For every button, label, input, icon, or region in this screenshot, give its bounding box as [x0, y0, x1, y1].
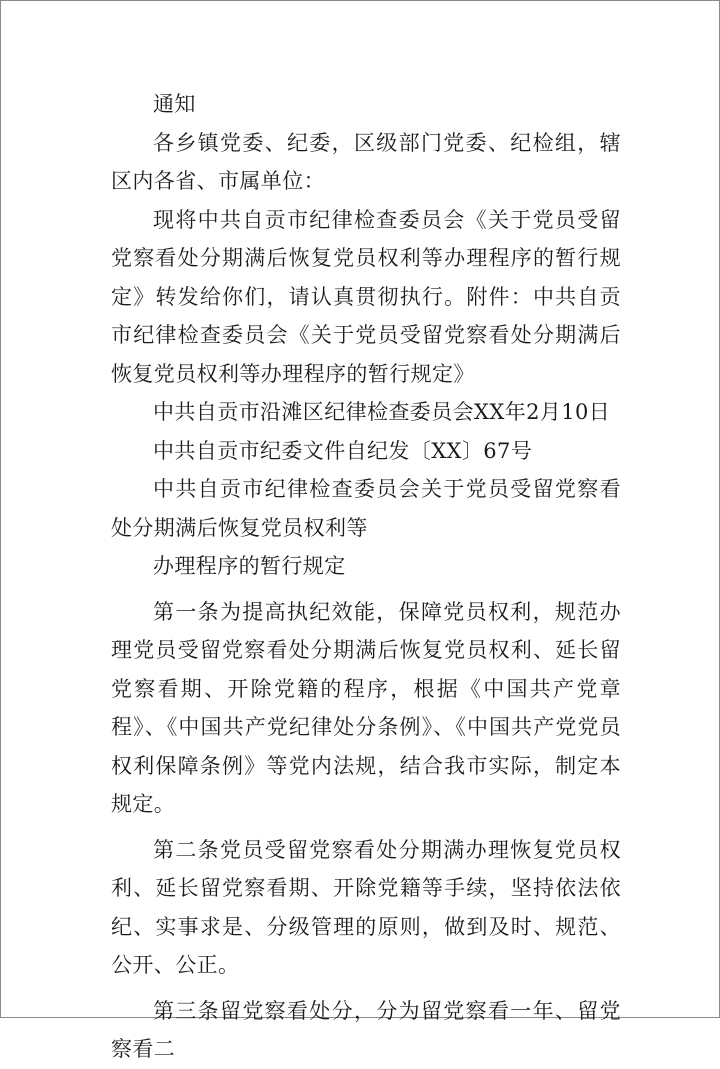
article-1-paragraph: 第一条为提高执纪效能，保障党员权利，规范办理党员受留党察看处分期满后恢复党员权利、延长留党察看期、开除党籍的程序，根据《中国共产党章程》、《中国共产党纪律处分条例》、《中国共产党党员权利保障条例》等党内法规，结合我市实际，制定本规定。 — [111, 599, 621, 816]
forwarding-paragraph: 现将中共自贡市纪律检查委员会《关于党员受留党察看处分期满后恢复党员权利等办理程序的暂行规定》转发给你们，请认真贯彻执行。附件：中共自贡市纪律检查委员会《关于党员受留党察看处分期满后恢复党员权利等办理程序的暂行规定》 — [111, 207, 621, 386]
article-2-paragraph: 第二条党员受留党察看处分期满办理恢复党员权利、延长留党察看期、开除党籍等手续，坚持依法依纪、实事求是、分级管理的原则，做到及时、规范、公开、公正。 — [111, 837, 621, 977]
document-number-line: 中共自贡市纪委文件自纪发〔XX〕67号 — [153, 438, 533, 463]
notice-heading: 通知 — [153, 92, 196, 116]
article-3-paragraph: 第三条留党察看处分，分为留党察看一年、留党察看二 — [111, 998, 621, 1061]
regulation-title-line-1: 中共自贡市纪律检查委员会关于党员受留党察看处分期满后恢复党员权利等 — [111, 477, 621, 540]
recipients-paragraph: 各乡镇党委、纪委，区级部门党委、纪检组，辖区内各省、市属单位： — [111, 130, 621, 193]
regulation-title-line-2: 办理程序的暂行规定 — [153, 554, 346, 578]
issuer-date-line: 中共自贡市沿滩区纪律检查委员会XX年2月10日 — [153, 400, 611, 424]
document-body — [111, 85, 621, 1069]
